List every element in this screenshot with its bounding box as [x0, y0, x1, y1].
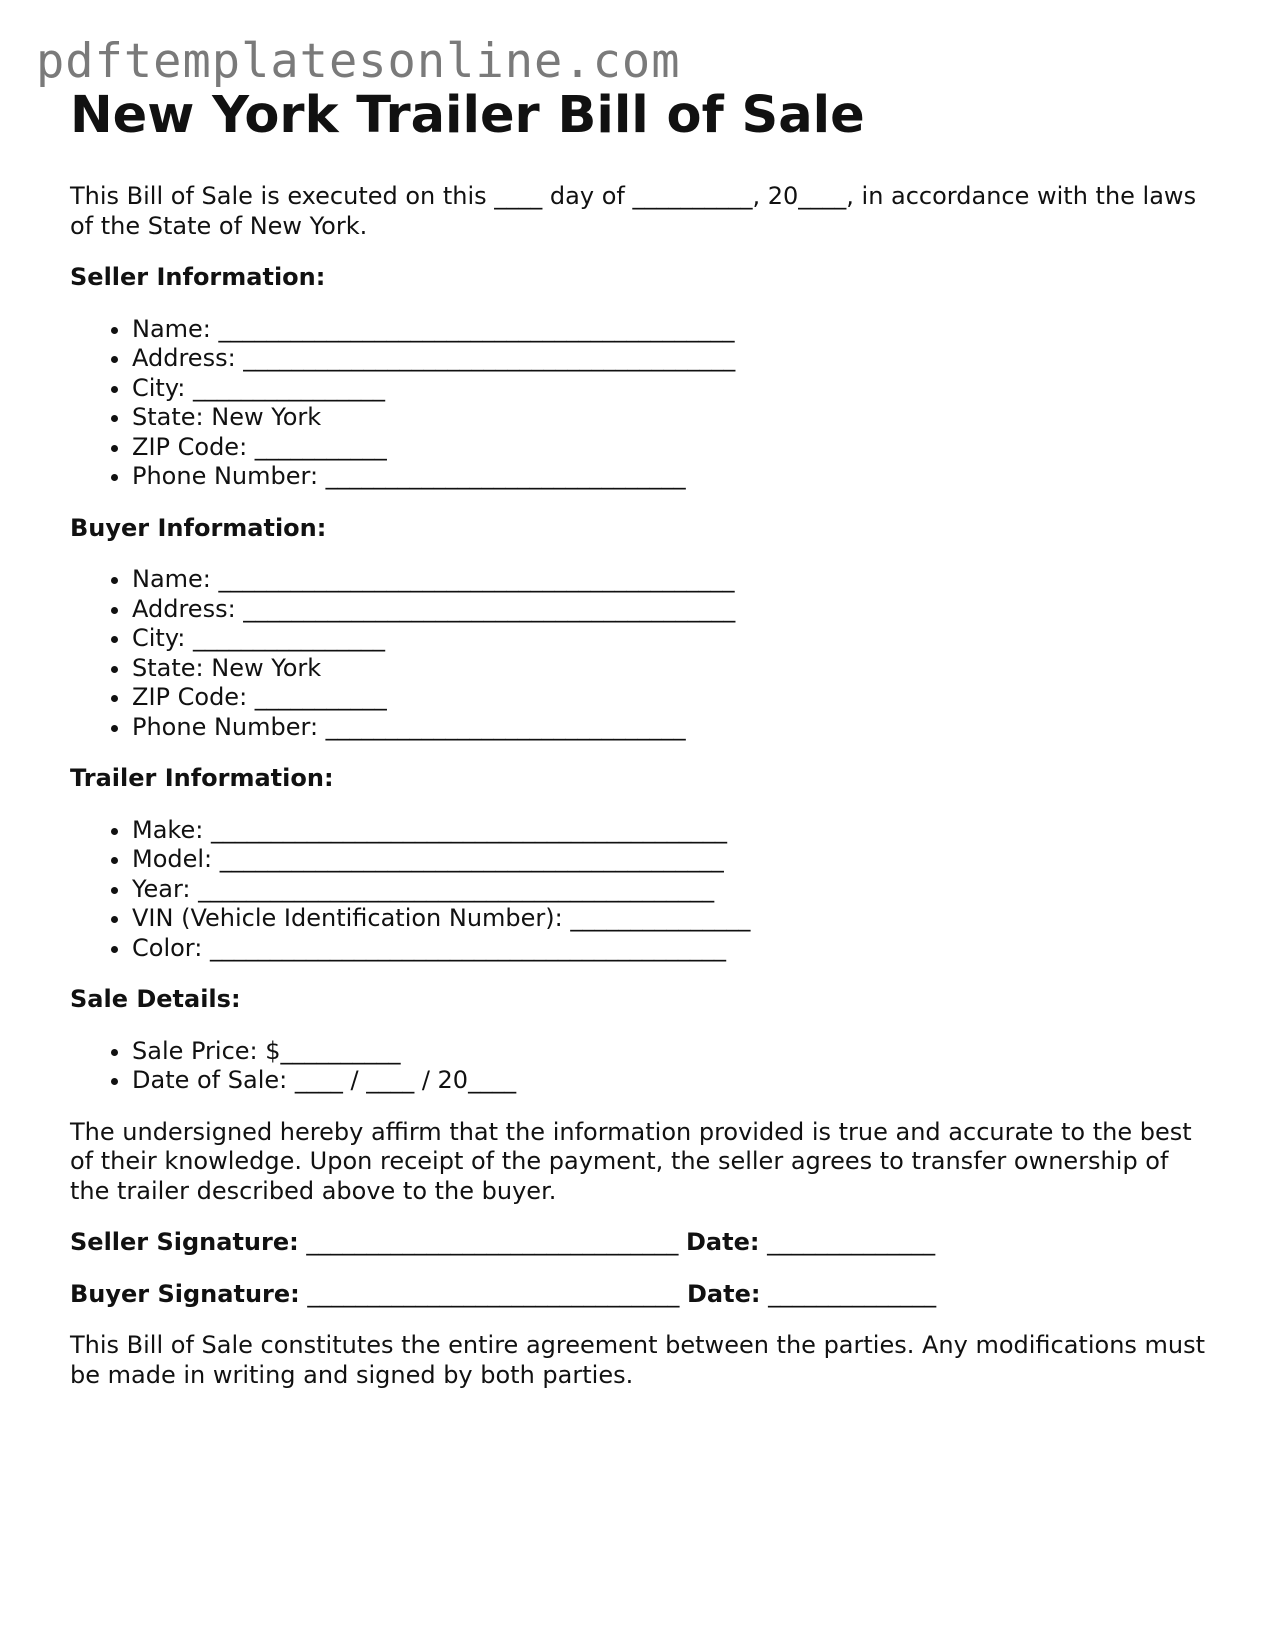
seller-city-field[interactable]: • City: ________________ [132, 374, 1210, 404]
trailer-model-field[interactable]: • Model: __________________________________________ [132, 845, 1210, 875]
trailer-color-field[interactable]: • Color: ___________________________________________ [132, 934, 1210, 964]
buyer-state-field: • State: New York [132, 654, 1210, 684]
seller-info-list [70, 315, 1210, 492]
buyer-date-field[interactable]: ______________ [760, 1279, 937, 1308]
buyer-info-list [70, 565, 1210, 742]
page-title: New York Trailer Bill of Sale [70, 86, 865, 145]
buyer-phone-field[interactable]: • Phone Number: ______________________________ [132, 713, 1210, 743]
buyer-city-field[interactable]: • City: ________________ [132, 624, 1210, 654]
seller-section-heading: Seller Information: [70, 263, 326, 291]
trailer-make-field[interactable]: • Make: ___________________________________________ [132, 816, 1210, 846]
watermark: pdftemplatesonline.com [36, 34, 681, 89]
trailer-info-list [70, 816, 1210, 964]
buyer-zip-field[interactable]: • ZIP Code: ___________ [132, 683, 1210, 713]
seller-signature-field[interactable]: _______________________________ [298, 1228, 686, 1256]
buyer-signature-label: Buyer Signature: [70, 1279, 300, 1308]
seller-signature-line [70, 1228, 1210, 1258]
trailer-section-heading: Trailer Information: [70, 764, 334, 792]
buyer-section-heading: Buyer Information: [70, 513, 327, 542]
affirmation-paragraph: The undersigned hereby affirm that the information provided is true and accurate to the best of their knowledge. Upon receipt of the payment, the seller agrees to transfer ownership of the trailer described above to the buyer. [70, 1117, 1192, 1205]
buyer-name-field[interactable]: • Name: ___________________________________________ [132, 565, 1210, 595]
buyer-signature-line [70, 1280, 1210, 1310]
closing-paragraph: This Bill of Sale constitutes the entire agreement between the parties. Any modifications must be made in writing and signed by both parties. [70, 1331, 1206, 1389]
intro-paragraph: This Bill of Sale is executed on this ____ day of __________, 20____, in accordance with the laws of the State of New York. [70, 182, 1197, 240]
seller-signature-label: Seller Signature: [70, 1228, 299, 1256]
seller-phone-field[interactable]: • Phone Number: ______________________________ [132, 462, 1210, 492]
sale-date-field[interactable]: • Date of Sale: ____ / ____ / 20____ [132, 1066, 1210, 1096]
buyer-date-label: Date: [687, 1279, 761, 1308]
buyer-signature-field[interactable]: _______________________________ [299, 1279, 687, 1308]
seller-address-field[interactable]: • Address: _________________________________________ [132, 344, 1210, 374]
seller-date-label: Date: [686, 1228, 760, 1256]
sale-details-list [70, 1037, 1210, 1096]
sale-price-field[interactable]: • Sale Price: $__________ [132, 1037, 1210, 1067]
seller-name-field[interactable]: • Name: ___________________________________________ [132, 315, 1210, 345]
trailer-year-field[interactable]: • Year: ___________________________________________ [132, 875, 1210, 905]
document-body [70, 182, 1210, 1390]
seller-state-field: • State: New York [132, 403, 1210, 433]
trailer-vin-field[interactable]: • VIN (Vehicle Identification Number): _______________ [132, 904, 1210, 934]
seller-date-field[interactable]: ______________ [759, 1228, 936, 1256]
seller-zip-field[interactable]: • ZIP Code: ___________ [132, 433, 1210, 463]
sale-section-heading: Sale Details: [70, 985, 241, 1013]
buyer-address-field[interactable]: • Address: _________________________________________ [132, 595, 1210, 625]
